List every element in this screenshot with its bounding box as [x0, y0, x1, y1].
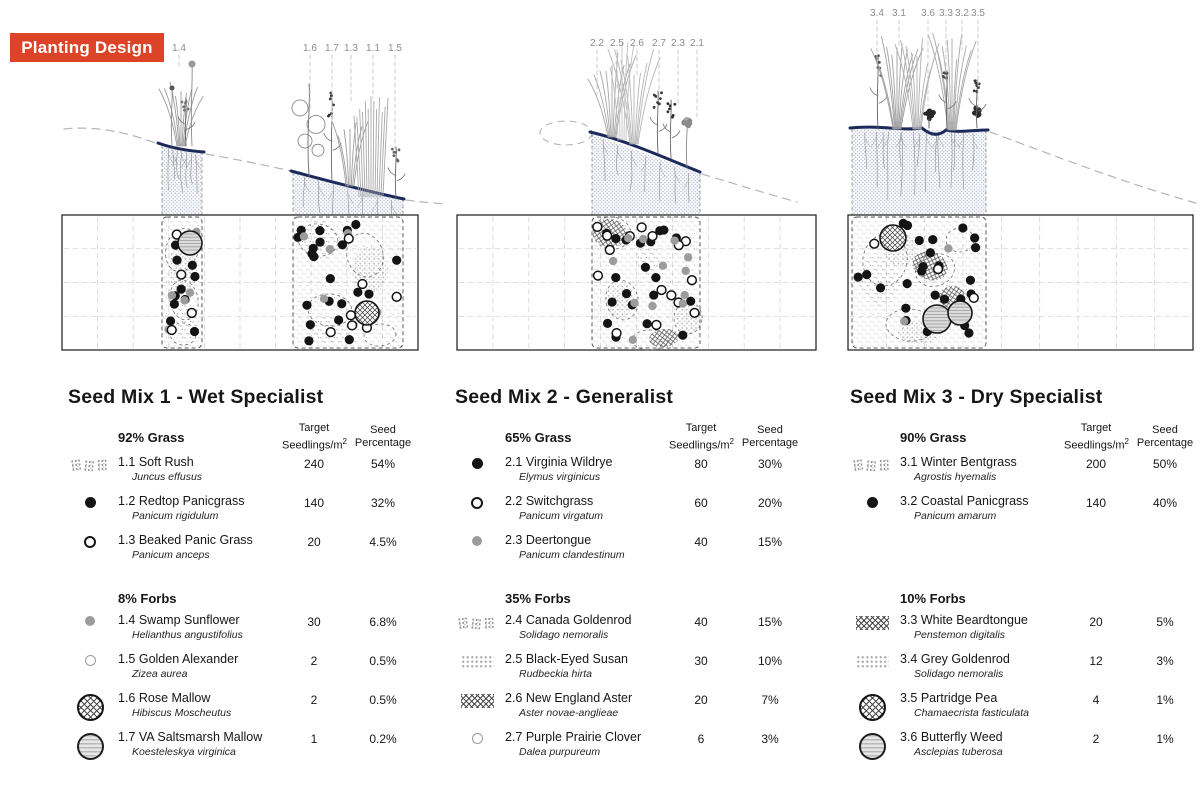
- species-row: [850, 494, 1200, 533]
- seed-percentage-value: 5%: [1156, 615, 1174, 629]
- species-marker-label: 3.1: [892, 8, 906, 19]
- seed-percentage-column-header: Seed Percentage: [1136, 424, 1194, 449]
- seed-percentage-value: 1%: [1156, 732, 1174, 746]
- square-crosshatch-icon: [856, 616, 889, 630]
- forbs-group-label: 35% Forbs: [505, 590, 571, 606]
- species-latin-name: Panicum virgatum: [519, 510, 604, 522]
- square-crosshatch-icon: [461, 694, 494, 708]
- species-common-name: 3.4 Grey Goldenrod: [900, 652, 1010, 666]
- seed-percentage-value: 40%: [1152, 496, 1178, 510]
- forbs-group: [850, 583, 1200, 769]
- species-common-name: 1.2 Redtop Panicgrass: [118, 494, 245, 508]
- species-common-name: 2.7 Purple Prairie Clover: [505, 730, 642, 744]
- seed-percentage-value: 0.2%: [369, 732, 397, 746]
- grass-group-label: 92% Grass: [118, 429, 185, 445]
- species-marker-label: 3.6: [921, 8, 935, 19]
- circle-lined-icon: [859, 733, 886, 760]
- species-row: [455, 494, 807, 533]
- circle-lined-icon: [77, 733, 104, 760]
- forbs-group: [455, 583, 807, 769]
- species-common-name: 1.6 Rose Mallow: [118, 691, 211, 705]
- species-common-name: 1.1 Soft Rush: [118, 455, 194, 469]
- species-latin-name: Panicum amarum: [914, 510, 997, 522]
- speckle-icon: [71, 458, 109, 472]
- species-marker-label: 2.3: [671, 38, 685, 49]
- seed-percentage-value: 32%: [370, 496, 396, 510]
- grass-group: [68, 419, 420, 572]
- target-seedlings-value: 20: [1089, 615, 1103, 629]
- species-row: [850, 455, 1200, 494]
- square-dots-icon: [461, 655, 494, 669]
- square-dots-icon: [856, 655, 889, 669]
- target-seedlings-value: 30: [307, 615, 321, 629]
- species-marker-label: 3.2: [955, 8, 969, 19]
- target-seedlings-value: 40: [694, 615, 708, 629]
- dot-gray-icon: [472, 536, 482, 546]
- seed-mix-1-table: [68, 384, 420, 769]
- circle-open-icon: [471, 497, 483, 509]
- grass-group: [455, 419, 807, 572]
- species-marker-label: 1.4: [172, 43, 186, 54]
- seed-mix-2-table: [455, 384, 807, 769]
- species-row: [850, 652, 1200, 691]
- species-row: [455, 691, 807, 730]
- species-latin-name: Panicum clandestinum: [519, 549, 625, 561]
- forbs-group-label: 10% Forbs: [900, 590, 966, 606]
- species-row: [68, 533, 420, 572]
- species-latin-name: Aster novae-anglieae: [519, 707, 619, 719]
- target-seedlings-value: 200: [1085, 457, 1107, 471]
- species-common-name: 2.3 Deertongue: [505, 533, 592, 547]
- species-row: [68, 494, 420, 533]
- seed-mix-3-table: [850, 384, 1200, 769]
- target-seedlings-value: 12: [1089, 654, 1103, 668]
- species-common-name: 3.3 White Beardtongue: [900, 613, 1028, 627]
- seed-mix-2-title: Seed Mix 2 - Generalist: [455, 386, 674, 408]
- species-row: [68, 730, 420, 769]
- species-marker-label: 3.4: [870, 8, 884, 19]
- target-seedlings-column-header: Target Seedlings/$m^2$: [282, 421, 347, 452]
- dot-gray-icon: [85, 616, 95, 626]
- species-common-name: 2.5 Black-Eyed Susan: [505, 652, 628, 666]
- species-row: [455, 455, 807, 494]
- circle-open-icon: [84, 536, 96, 548]
- species-row: [455, 613, 807, 652]
- planting-cross-section-illustration: [0, 0, 1200, 362]
- species-latin-name: Chamaecrista fasticulata: [914, 707, 1029, 719]
- dot-black-icon: [472, 458, 483, 469]
- seed-percentage-value: 10%: [757, 654, 783, 668]
- seed-percentage-value: 4.5%: [369, 535, 397, 549]
- species-row: [68, 613, 420, 652]
- species-marker-label: 2.7: [652, 38, 666, 49]
- species-marker-label: 2.2: [590, 38, 604, 49]
- seed-percentage-value: 3%: [1156, 654, 1174, 668]
- target-seedlings-value: 2: [1092, 732, 1100, 746]
- species-row: [455, 533, 807, 572]
- title-badge: Planting Design: [10, 33, 164, 62]
- seed-percentage-value: 20%: [757, 496, 783, 510]
- species-common-name: 3.6 Butterfly Weed: [900, 730, 1003, 744]
- species-marker-label: 1.7: [325, 43, 339, 54]
- species-marker-label: 1.6: [303, 43, 317, 54]
- speckle-icon: [853, 458, 891, 472]
- seed-percentage-column-header: Seed Percentage: [354, 424, 412, 449]
- species-common-name: 3.2 Coastal Panicgrass: [900, 494, 1029, 508]
- species-marker-label: 2.5: [610, 38, 624, 49]
- species-latin-name: Solidago nemoralis: [519, 629, 609, 641]
- species-marker-label: 2.1: [690, 38, 704, 49]
- species-row: [68, 455, 420, 494]
- species-common-name: 1.5 Golden Alexander: [118, 652, 239, 666]
- species-latin-name: Koesteleskya virginica: [132, 746, 236, 758]
- species-latin-name: Solidago nemoralis: [914, 668, 1004, 680]
- speckle-icon: [458, 616, 496, 630]
- species-row: [850, 613, 1200, 652]
- circle-open-gray-icon: [85, 655, 96, 666]
- species-common-name: 2.4 Canada Goldenrod: [505, 613, 632, 627]
- target-seedlings-value: 2: [310, 693, 318, 707]
- seed-mix-3-title: Seed Mix 3 - Dry Specialist: [850, 386, 1103, 408]
- species-latin-name: Asclepias tuberosa: [914, 746, 1003, 758]
- species-common-name: 2.6 New England Aster: [505, 691, 633, 705]
- seed-percentage-value: 6.8%: [369, 615, 397, 629]
- seed-percentage-value: 54%: [370, 457, 396, 471]
- species-common-name: 1.7 VA Saltsmarsh Mallow: [118, 730, 263, 744]
- seed-mix-1-title: Seed Mix 1 - Wet Specialist: [68, 386, 324, 408]
- seed-percentage-value: 0.5%: [369, 654, 397, 668]
- forbs-group: [68, 583, 420, 769]
- species-latin-name: Dalea purpureum: [519, 746, 601, 758]
- forbs-group-label: 8% Forbs: [118, 590, 177, 606]
- target-seedlings-column-header: Target Seedlings/$m^2$: [1064, 421, 1129, 452]
- species-common-name: 3.5 Partridge Pea: [900, 691, 998, 705]
- species-row: [68, 691, 420, 730]
- target-seedlings-value: 240: [303, 457, 325, 471]
- target-seedlings-value: 140: [1085, 496, 1107, 510]
- seed-percentage-column-header: Seed Percentage: [741, 424, 799, 449]
- species-marker-label: 1.5: [388, 43, 402, 54]
- target-seedlings-value: 4: [1092, 693, 1100, 707]
- seed-percentage-value: 30%: [757, 457, 783, 471]
- species-row: [455, 652, 807, 691]
- species-latin-name: Juncus effusus: [132, 471, 203, 483]
- target-seedlings-value: 30: [694, 654, 708, 668]
- target-seedlings-value: 80: [694, 457, 708, 471]
- species-marker-label: 3.5: [971, 8, 985, 19]
- species-latin-name: Elymus virginicus: [519, 471, 601, 483]
- target-seedlings-value: 20: [307, 535, 321, 549]
- grass-group: [850, 419, 1200, 572]
- species-common-name: 3.1 Winter Bentgrass: [900, 455, 1017, 469]
- target-seedlings-value: 2: [310, 654, 318, 668]
- species-latin-name: Rudbeckia hirta: [519, 668, 592, 680]
- seed-percentage-value: 3%: [761, 732, 779, 746]
- circle-open-gray-icon: [472, 733, 483, 744]
- species-row: [455, 730, 807, 769]
- species-row: [850, 691, 1200, 730]
- circle-crosshatch-icon: [859, 694, 886, 721]
- species-latin-name: Hibiscus Moscheutus: [132, 707, 232, 719]
- species-latin-name: Helianthus angustifolius: [132, 629, 243, 641]
- seed-percentage-value: 15%: [757, 615, 783, 629]
- seed-percentage-value: 7%: [761, 693, 779, 707]
- seed-percentage-value: 1%: [1156, 693, 1174, 707]
- species-latin-name: Panicum anceps: [132, 549, 210, 561]
- species-marker-label: 3.3: [939, 8, 953, 19]
- target-seedlings-value: 6: [697, 732, 705, 746]
- species-marker-label: 1.3: [344, 43, 358, 54]
- species-common-name: 1.4 Swamp Sunflower: [118, 613, 240, 627]
- species-latin-name: Agrostis hyemalis: [914, 471, 997, 483]
- species-latin-name: Panicum rigidulum: [132, 510, 219, 522]
- species-row: [68, 652, 420, 691]
- seed-percentage-value: 15%: [757, 535, 783, 549]
- target-seedlings-value: 40: [694, 535, 708, 549]
- target-seedlings-value: 140: [303, 496, 325, 510]
- species-latin-name: Penstemon digitalis: [914, 629, 1006, 641]
- species-common-name: 1.3 Beaked Panic Grass: [118, 533, 253, 547]
- target-seedlings-column-header: Target Seedlings/$m^2$: [669, 421, 734, 452]
- target-seedlings-value: 20: [694, 693, 708, 707]
- target-seedlings-value: 60: [694, 496, 708, 510]
- seed-percentage-value: 0.5%: [369, 693, 397, 707]
- species-common-name: 2.2 Switchgrass: [505, 494, 594, 508]
- species-row: [850, 730, 1200, 769]
- dot-black-icon: [867, 497, 878, 508]
- species-marker-label: 2.6: [630, 38, 644, 49]
- species-marker-label: 1.1: [366, 43, 380, 54]
- grass-group-label: 65% Grass: [505, 429, 572, 445]
- species-latin-name: Zizea aurea: [132, 668, 188, 680]
- circle-crosshatch-icon: [77, 694, 104, 721]
- grass-group-label: 90% Grass: [900, 429, 967, 445]
- species-common-name: 2.1 Virginia Wildrye: [505, 455, 613, 469]
- target-seedlings-value: 1: [310, 732, 318, 746]
- seed-percentage-value: 50%: [1152, 457, 1178, 471]
- dot-black-icon: [85, 497, 96, 508]
